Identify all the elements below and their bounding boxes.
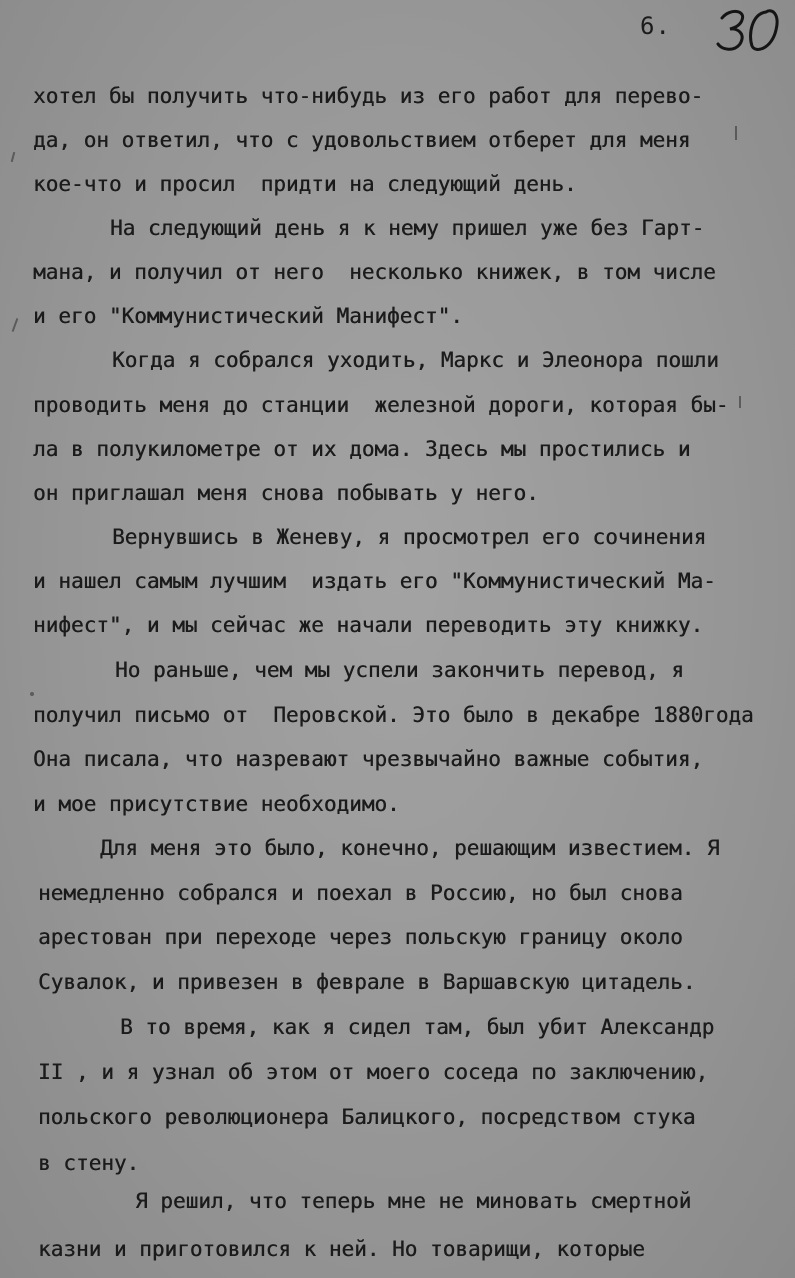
text-line: На следующий день я к нему пришел уже без Гарт- <box>110 216 705 240</box>
text-line: кое-что и просил придти на следующий день. <box>33 172 577 196</box>
text-line: получил письмо от Перовской. Это было в декабре 1880года <box>33 703 754 727</box>
text-line: в стену. <box>38 1151 140 1175</box>
handwritten-folio-number <box>716 4 782 56</box>
margin-speck <box>11 152 16 162</box>
text-line: Но раньше, чем мы успели закончить перевод, я <box>115 658 684 682</box>
text-line: да, он ответил, что с удовольствием отберет для меня <box>33 128 691 152</box>
text-line: он приглашал меня снова побывать у него. <box>33 481 539 505</box>
text-line: проводить меня до станции железной дороги, которая бы- <box>33 393 729 417</box>
text-line: нифест", и мы сейчас же начали переводить эту книжку. <box>33 613 704 637</box>
margin-speck <box>739 396 741 408</box>
text-line: Сувалок, и привезен в феврале в Варшавскую цитадель. <box>38 970 696 994</box>
text-line: и нашел самым лучшим издать его "Коммунистический Ма- <box>33 569 716 593</box>
text-line: немедленно собрался и поехал в Россию, но был снова <box>38 881 683 905</box>
text-line: казни и приготовился к ней. Но товарищи, которые <box>38 1237 645 1261</box>
text-line: и его "Коммунистический Манифест". <box>33 304 463 328</box>
text-line: польского революционера Балицкого, посредством стука <box>38 1105 696 1129</box>
text-line: хотел бы получить что-нибудь из его работ для перево- <box>33 84 704 108</box>
text-line: В то время, как я сидел там, был убит Александр <box>120 1015 715 1039</box>
margin-speck <box>30 692 34 696</box>
text-line: Она писала, что назревают чрезвычайно важные события, <box>33 747 704 771</box>
text-line: Для меня это было, конечно, решающим известием. Я <box>100 836 720 860</box>
text-line: Когда я собрался уходить, Маркс и Элеонора пошли <box>112 348 719 372</box>
margin-speck <box>735 126 737 140</box>
text-line: мана, и получил от него несколько книжек, в том числе <box>33 260 716 284</box>
text-line: и мое присутствие необходимо. <box>33 792 400 816</box>
text-line: арестован при переходе через польскую границу около <box>38 925 683 949</box>
text-line: ла в полукилометре от их дома. Здесь мы простились и <box>33 437 691 461</box>
text-line: Вернувшись в Женеву, я просмотрел его сочинения <box>112 525 707 549</box>
page-number: 6. <box>640 12 671 40</box>
text-line: Я решил, что теперь мне не миновать смертной <box>135 1189 692 1213</box>
text-line: II , и я узнал об этом от моего соседа по заключению, <box>38 1060 709 1084</box>
